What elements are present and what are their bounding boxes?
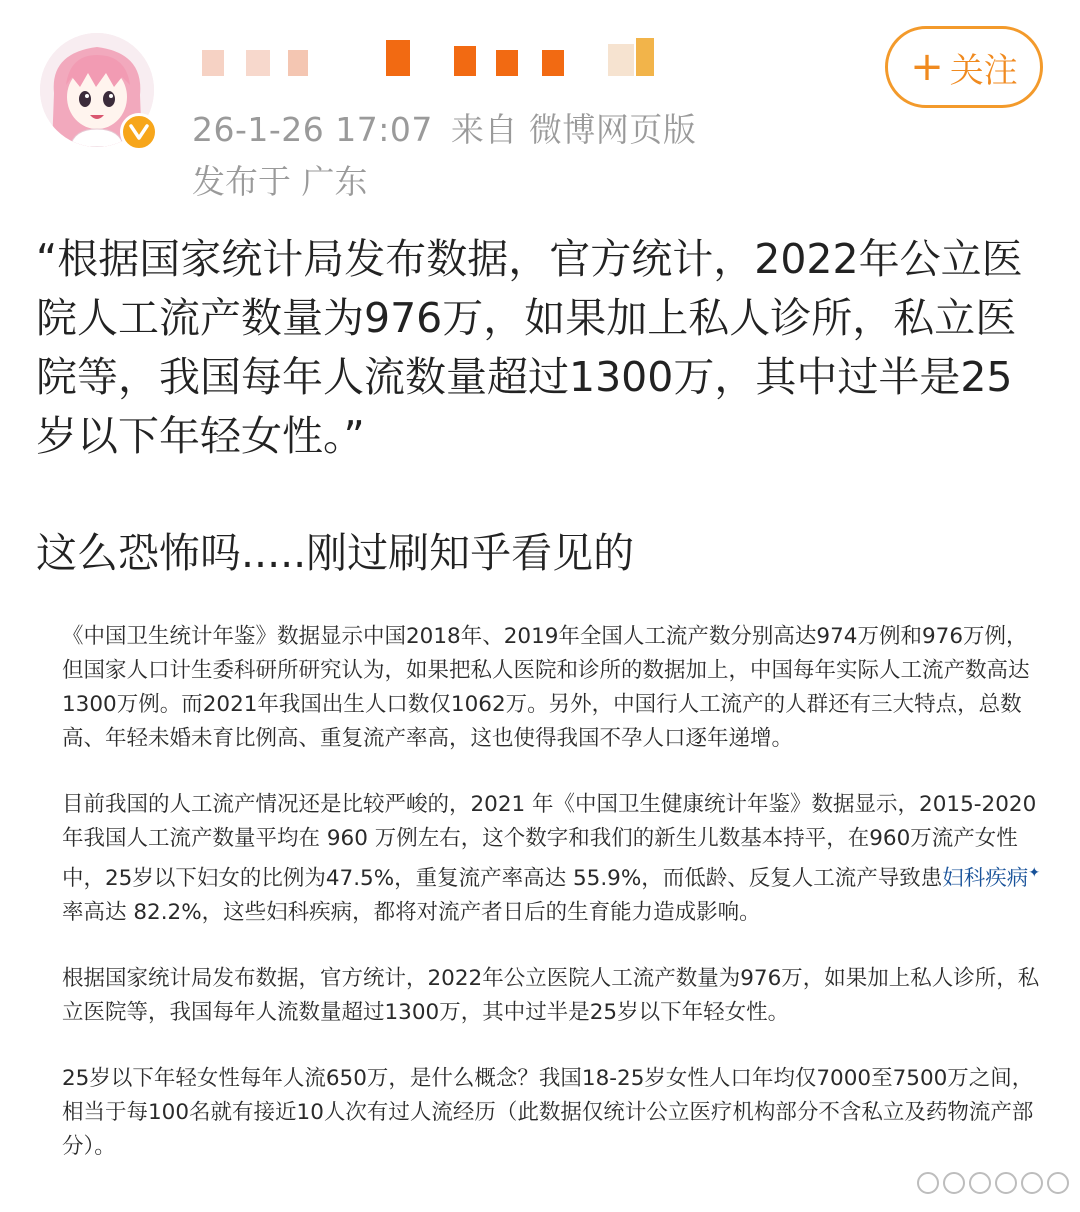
link-spark-icon: ✦ <box>1028 865 1041 881</box>
screenshot-paragraph-1: 《中国卫生统计年鉴》数据显示中国2018年、2019年全国人工流产数分别高达974万例和976万例，但国家人口计生委科研所研究认为，如果把私人医院和诊所的数据加上，中国每年实际人工流产数高达1300万例。而2021年我国出生人口数仅1062万。另外，中国行人工流产的人群还有三大特点，总数高、年轻未婚未育比例高、重复流产率高，这也使得我国不孕人口逐年递增。 <box>62 624 1030 751</box>
post-timestamp[interactable]: 26-1-26 17:07 <box>192 110 433 149</box>
post-header <box>0 0 1080 210</box>
follow-button[interactable] <box>885 26 1043 108</box>
embedded-screenshot[interactable] <box>62 620 1042 1196</box>
screenshot-paragraph-3: 根据国家统计局发布数据，官方统计，2022年公立医院人工流产数量为976万，如果加上私人诊所，私立医院等，我国每年人流数量超过1300万，其中过半是25岁以下年轻女性。 <box>62 966 1040 1026</box>
post-location: 发布于 广东 <box>192 162 368 201</box>
image-pager-dots <box>917 1166 1067 1200</box>
paragraph-2-text-b: 率高达 82.2%，这些妇科疾病，都将对流产者日后的生育能力造成影响。 <box>62 900 761 926</box>
post-body <box>36 230 1046 583</box>
post-comment: 这么恐怖吗.....刚过刷知乎看见的 <box>36 529 635 577</box>
screenshot-paragraph-2 <box>62 788 1042 930</box>
post-source: 来自 微博网页版 <box>450 110 697 149</box>
verified-badge-icon <box>120 113 158 151</box>
post-quote: “根据国家统计局发布数据，官方统计，2022年公立医院人工流产数量为976万，如果加上私人诊所，私立医院等，我国每年人流数量超过1300万，其中过半是25岁以下年轻女性。” <box>36 235 1023 460</box>
username-redacted[interactable] <box>196 36 666 86</box>
post-meta <box>192 104 696 151</box>
paragraph-2-text-a: 目前我国的人工流产情况还是比较严峻的，2021 年《中国卫生健康统计年鉴》数据显示，2015-2020年我国人工流产数量平均在 960 万例左右，这个数字和我们的新生儿数基本持平，在960万流产女性中，25岁以下妇女的比例为47.5%，重复流产率高达 55.9%，而低龄、反复人工流产导致患 <box>62 792 1037 892</box>
follow-label: 关注 <box>949 50 1018 91</box>
gynecology-link[interactable]: 妇科疾病 <box>942 866 1029 892</box>
screenshot-paragraph-4: 25岁以下年轻女性每年人流650万，是什么概念？我国18-25岁女性人口年均仅7000至7500万之间，相当于每100名就有接近10人次有过人流经历（此数据仅统计公立医疗机构部分不含私立及药物流产部分）。 <box>62 1066 1034 1160</box>
plus-icon: + <box>910 44 944 90</box>
